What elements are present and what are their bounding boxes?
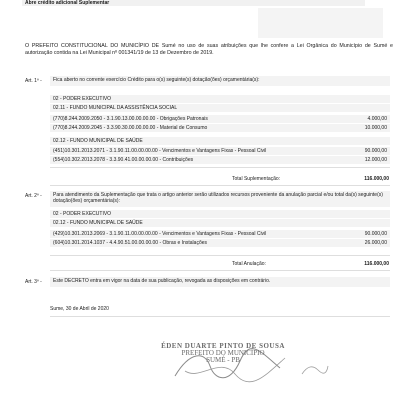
row-desc: (604)10.301.2014.1037 - 4.4.90.51.00.00.00.00 - Obras e Instalações — [53, 240, 207, 246]
divider — [50, 167, 390, 168]
row-desc: (554)10.302.2013.2078 - 3.3.90.41.00.00.00.00 - Contribuições — [53, 157, 194, 163]
table-row — [50, 230, 390, 238]
row-desc: (770)8.244.2009.2045 - 3.3.90.30.00.00.00.00 - Material de Consumo — [53, 125, 208, 131]
art3-label: Art. 3º - — [25, 279, 42, 285]
row-value: 26.000,00 — [364, 240, 387, 246]
art2-unit-row — [50, 219, 390, 227]
table-row — [50, 124, 390, 132]
signature-block — [138, 343, 308, 364]
art1-total-label: Total Suplementação: — [232, 176, 281, 182]
art1-unit1-row — [50, 104, 390, 112]
table-row — [50, 147, 390, 155]
divider — [50, 185, 390, 186]
art1-unit1: 02.11 - FUNDO MUNICIPAL DA ASSISTÊNCIA SOCIAL — [53, 105, 178, 111]
art2-label: Art. 2º - — [25, 193, 42, 199]
art2-unit: 02.12 - FUNDO MUNICIPAL DE SAÚDE — [53, 220, 143, 226]
signer-place: SUMÉ - PB — [206, 356, 240, 364]
art1-text: Fica aberto no corrente exercício Crédito para o(s) seguinte(s) dotação(ões) orçamentária(s): — [50, 76, 390, 86]
row-value: 4.000,00 — [367, 116, 387, 122]
row-value: 90.000,00 — [364, 148, 387, 154]
intro-paragraph: O PREFEITO CONSTITUCIONAL DO MUNICÍPIO DE Sumé no uso de suas atribuições que lhe confere a Lei Orgânica do Município de Sumé e autorização contida na Lei Municipal nº 001341/19 de 13 de Dezembro de 2019. — [25, 43, 393, 56]
date-line: Sume, 30 de Abril de 2020 — [50, 306, 109, 312]
art2-total-label: Total Anulação: — [232, 261, 266, 267]
document-title: Abre crédito adicional Suplementar — [22, 0, 365, 6]
signer-name: ÉDEN DUARTE PINTO DE SOUSA — [161, 342, 285, 350]
row-value: 12.000,00 — [364, 157, 387, 163]
art2-total-value: 116.000,00 — [364, 261, 389, 267]
row-value: 10.000,00 — [364, 125, 387, 131]
art1-unit2: 02.12 - FUNDO MUNICIPAL DE SAÚDE — [53, 138, 143, 144]
art1-org: 02 - PODER EXECUTIVO — [53, 96, 112, 102]
art2-text: Para atendimento da Suplementação que trata o artigo anterior serão utilizados recursos proveniente da anulação parcial e/ou total da(s) seguinte(s) dotação(ões) orçamentária(s): — [50, 191, 390, 207]
art1-org-row — [50, 95, 390, 103]
signer-role: PREFEITO DO MUNICÍPIO — [181, 349, 265, 357]
table-row — [50, 239, 390, 247]
row-desc: (770)8.244.2009.2050 - 3.1.90.13.00.00.00.00 - Obrigações Patronais — [53, 116, 208, 122]
art3-text: Este DECRETO entra em vigor na data de sua publicação, revogada as disposições em contrário. — [50, 277, 390, 287]
art2-org: 02 - PODER EXECUTIVO — [53, 211, 112, 217]
divider — [50, 255, 390, 256]
table-row — [50, 115, 390, 123]
art1-total-value: 116.000,00 — [364, 176, 389, 182]
row-desc: (451)10.301.2013.2071 - 3.1.90.11.00.00.00.00 - Vencimentos e Vantagens Fixas - Pessoal Civil — [53, 148, 267, 154]
art1-label: Art. 1º - — [25, 78, 42, 84]
divider — [50, 270, 390, 271]
row-value: 90.000,00 — [364, 231, 387, 237]
table-row — [50, 156, 390, 164]
row-desc: (429)10.301.2013.2069 - 3.1.90.11.00.00.00.00 - Vencimentos e Vantagens Fixas - Pessoal Civil — [53, 231, 267, 237]
stamp-mark — [300, 360, 330, 378]
divider — [50, 316, 390, 317]
art1-unit2-row — [50, 137, 390, 145]
art2-org-row — [50, 210, 390, 218]
blank-box — [258, 8, 383, 38]
